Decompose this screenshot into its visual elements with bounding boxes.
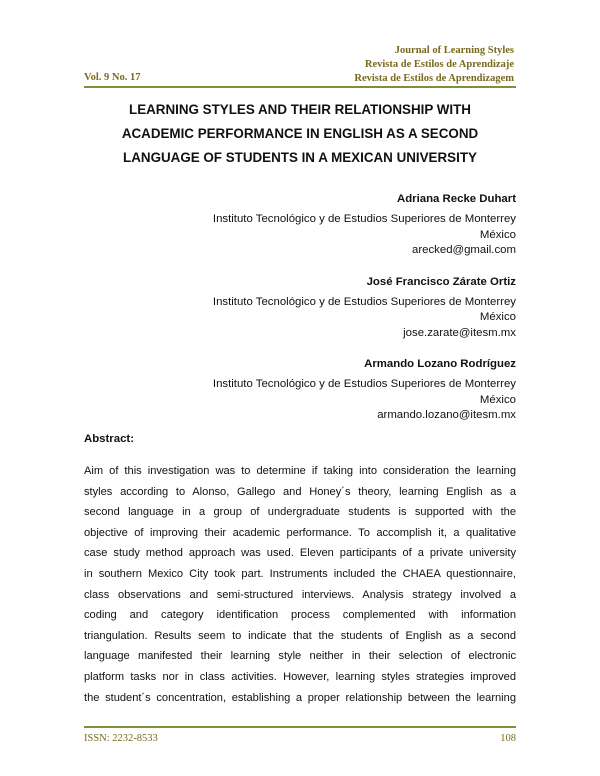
journal-name-en: Journal of Learning Styles <box>394 45 514 56</box>
journal-name-pt: Revista de Estilos de Aprendizagem <box>354 73 514 84</box>
author-country: México <box>479 311 516 323</box>
author-institution: Instituto Tecnológico y de Estudios Superiores de Monterrey <box>212 295 516 308</box>
journal-name-es: Revista de Estilos de Aprendizaje <box>364 59 514 70</box>
author-institution: Instituto Tecnológico y de Estudios Superiores de Monterrey <box>212 213 516 225</box>
author-name: José Francisco Zárate Ortiz <box>366 275 516 288</box>
paper-title <box>90 98 510 170</box>
abstract-line: in southern Mexico City took part. Instruments included the CHAEA questionnaire, <box>84 567 516 580</box>
abstract-line: platform tasks nor in class activities. However, learning styles strategies improved <box>84 670 516 683</box>
author-email[interactable]: arecked@gmail.com <box>412 244 516 256</box>
title-line: ACADEMIC PERFORMANCE IN ENGLISH AS A SECOND <box>121 126 479 141</box>
author-name: Adriana Recke Duhart <box>396 193 516 205</box>
page-number: 108 <box>500 733 516 744</box>
abstract-line: class observations and semi-structured interviews. Analysis strategy involved a <box>84 588 516 601</box>
author-email[interactable]: armando.lozano@itesm.mx <box>377 409 516 421</box>
author-country: México <box>479 393 516 406</box>
footer-rule <box>84 726 516 728</box>
author-institution: Instituto Tecnológico y de Estudios Superiores de Monterrey <box>212 378 516 390</box>
issn-number: ISSN: 2232-8533 <box>84 733 158 744</box>
author-block <box>84 273 516 342</box>
author-list <box>84 190 516 438</box>
author-block <box>84 355 516 424</box>
title-line: LANGUAGE OF STUDENTS IN A MEXICAN UNIVERSITY <box>123 150 477 165</box>
author-email[interactable]: jose.zarate@itesm.mx <box>403 326 516 339</box>
abstract-line: styles according to Alonso, Gallego and Honey´s theory, learning English as a <box>84 485 516 498</box>
journal-name-block <box>354 44 514 86</box>
author-name: Armando Lozano Rodríguez <box>364 358 516 370</box>
author-country: México <box>479 228 516 241</box>
abstract-line: coding and category identification process complemented with information <box>84 609 516 622</box>
volume-number: Vol. 9 No. 17 <box>84 72 141 83</box>
author-block <box>84 190 516 259</box>
header-rule <box>84 86 516 88</box>
abstract-heading: Abstract: <box>84 433 135 445</box>
title-line: LEARNING STYLES AND THEIR RELATIONSHIP WITH <box>129 102 471 117</box>
abstract-line: second language in a group of undergraduate students is supported with the <box>84 506 516 519</box>
abstract-body <box>84 461 516 708</box>
abstract-line: objective of improving their academic performance. To accomplish it, a qualitative <box>84 526 516 539</box>
abstract-line: the student´s concentration, establishing a proper relationship between the learning <box>84 691 516 704</box>
abstract-line: Aim of this investigation was to determine if taking into consideration the learning <box>84 465 516 477</box>
abstract-line: language manifested their learning style neither in their selection of electronic <box>84 650 516 663</box>
abstract-line: triangulation. Results seem to indicate that the students of English as a second <box>84 629 516 642</box>
abstract-line: case study method approach was used. Eleven participants of a private university <box>84 547 516 560</box>
